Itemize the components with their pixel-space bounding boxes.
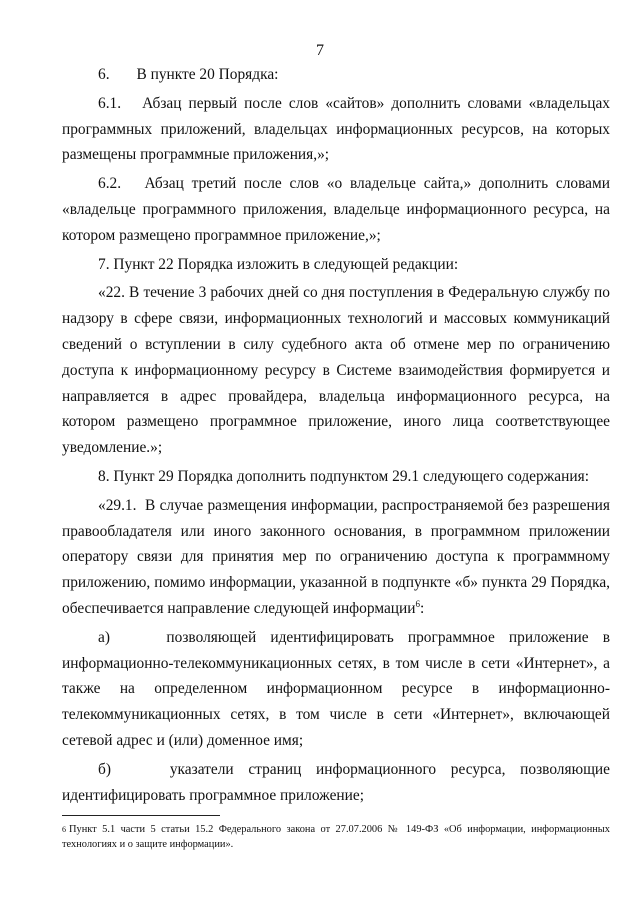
footnote — [62, 822, 610, 852]
paragraph-7: 7. Пункт 22 Порядка изложить в следующей редакции: — [98, 255, 459, 273]
paragraph-6: 6. В пункте 20 Порядка: — [98, 66, 279, 83]
footnote-reference: 6 — [415, 598, 420, 609]
paragraph-29-1-colon: : — [420, 599, 425, 617]
paragraph-29-1-text: «29.1. В случае размещения информации, распространяемой без разрешения правообладателя или иного законного основания, в программном приложении оператору связи для принятия мер по ограничению доступа к программному приложению, помимо информации, указанной в подпункте «б» пункта 29 Порядка, обеспечивается направление следующей информации — [62, 496, 610, 617]
paragraph-29-1 — [62, 493, 610, 622]
subitem-b: б) указатели страниц информационного ресурса, позволяющие идентифицировать программное приложение; — [62, 760, 610, 804]
footnote-divider — [62, 815, 220, 816]
paragraph-6-1: 6.1. Абзац первый после слов «сайтов» дополнить словами «владельцах программных приложений, владельцах информационных ресурсов, на которых размещены программные приложения,»; — [62, 94, 610, 164]
footnote-text: Пункт 5.1 части 5 статьи 15.2 Федерального закона от 27.07.2006 № 149-ФЗ «Об информации, информационных технологиях и о защите информации». — [62, 824, 610, 850]
subitem-a: а) позволяющей идентифицировать программное приложение в информационно-телекоммуникационных сетях, в том числе в сети «Интернет», а также на определенном информационном ресурсе в информационно-телекоммуникационных сетях, в том числе в сети «Интернет», включающей сетевой адрес и (или) доменное имя; — [62, 628, 610, 749]
paragraph-22-text: «22. В течение 3 рабочих дней со дня поступления в Федеральную службу по надзору в сфере связи, информационных технологий и массовых коммуникаций сведений о вступлении в силу судебного акта об отмене мер по ограничению доступа к информационному ресурсу в Системе взаимодействия формируется и направляется в адрес провайдера, владельца информационного ресурса, на котором размещено программное приложение, иного лица соответствующее уведомление.»; — [62, 284, 610, 457]
paragraph-8: 8. Пункт 29 Порядка дополнить подпунктом 29.1 следующего содержания: — [98, 467, 589, 485]
document-body — [62, 62, 610, 811]
footnote-mark: 6 — [62, 825, 66, 834]
paragraph-6-2: 6.2. Абзац третий после слов «о владельце сайта,» дополнить словами «владельце программного приложения, владельце информационного ресурса, на котором размещено программное приложение,»; — [62, 175, 610, 244]
page-number: 7 — [316, 42, 324, 59]
